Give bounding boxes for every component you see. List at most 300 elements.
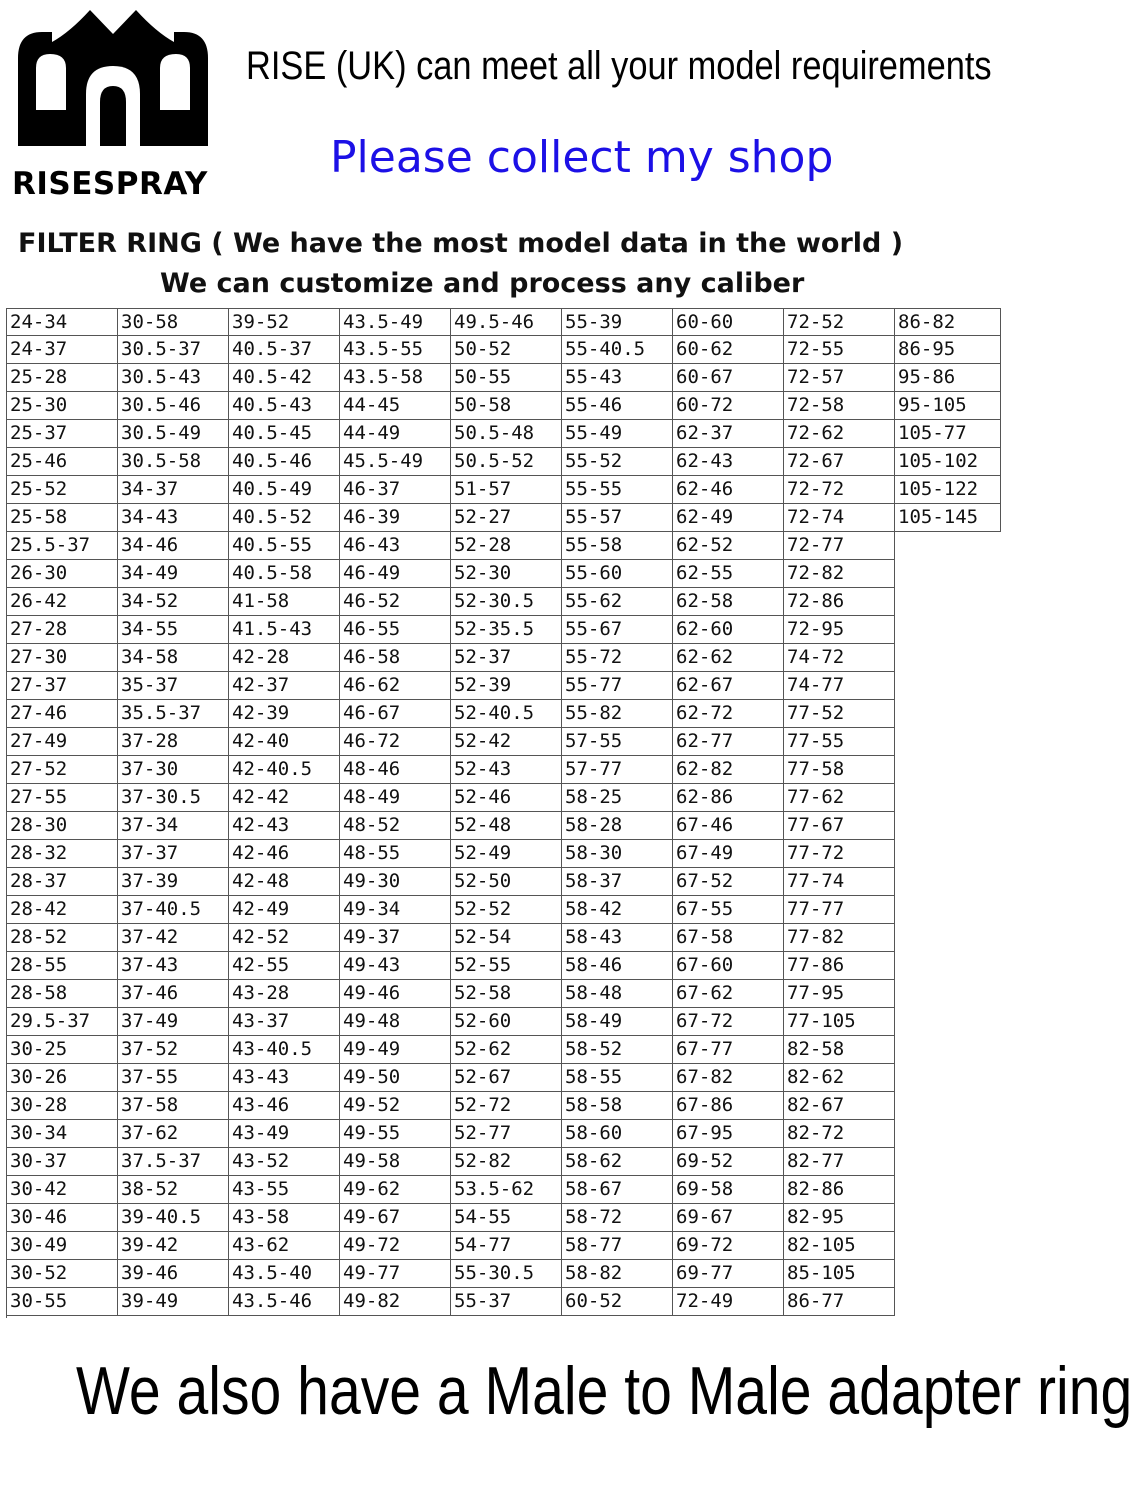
- table-cell: 55-72: [562, 644, 673, 672]
- table-cell: 72-57: [784, 364, 895, 392]
- table-cell: 52-54: [451, 924, 562, 952]
- table-cell: [895, 840, 1001, 868]
- table-cell: 72-74: [784, 504, 895, 532]
- table-cell: 77-105: [784, 1008, 895, 1036]
- table-cell: 43-62: [229, 1232, 340, 1260]
- table-cell: 67-82: [673, 1064, 784, 1092]
- table-cell: [895, 756, 1001, 784]
- table-cell: 55-67: [562, 616, 673, 644]
- table-cell: 25-37: [7, 420, 118, 448]
- table-cell: 34-58: [118, 644, 229, 672]
- table-cell: 52-82: [451, 1148, 562, 1176]
- table-cell: 43-55: [229, 1176, 340, 1204]
- table-cell: 27-49: [7, 728, 118, 756]
- table-cell: 30-49: [7, 1232, 118, 1260]
- brand-logo: [12, 6, 212, 206]
- table-cell: 49-58: [340, 1148, 451, 1176]
- table-cell: 72-86: [784, 588, 895, 616]
- table-cell: 25-30: [7, 392, 118, 420]
- section-title: FILTER RING ( We have the most model data in the world ): [18, 228, 904, 259]
- table-cell: 55-60: [562, 560, 673, 588]
- table-cell: 37-30: [118, 756, 229, 784]
- table-cell: 57-55: [562, 728, 673, 756]
- table-cell: 27-55: [7, 784, 118, 812]
- table-cell: 52-77: [451, 1120, 562, 1148]
- table-cell: 49-46: [340, 980, 451, 1008]
- table-cell: 60-52: [562, 1288, 673, 1316]
- table-cell: 42-28: [229, 644, 340, 672]
- table-cell: 50-52: [451, 336, 562, 364]
- table-cell: 27-52: [7, 756, 118, 784]
- table-cell: 67-52: [673, 868, 784, 896]
- table-cell: 77-86: [784, 952, 895, 980]
- table-cell: 77-55: [784, 728, 895, 756]
- table-cell: 82-86: [784, 1176, 895, 1204]
- table-cell: 40.5-45: [229, 420, 340, 448]
- table-cell: 38-52: [118, 1176, 229, 1204]
- table-cell: 49-30: [340, 868, 451, 896]
- table-cell: 29.5-37: [7, 1008, 118, 1036]
- risespray-logo-icon: [18, 6, 208, 146]
- table-cell: 85-105: [784, 1260, 895, 1288]
- table-cell: 58-58: [562, 1092, 673, 1120]
- table-cell: 30-37: [7, 1148, 118, 1176]
- table-cell: 52-52: [451, 896, 562, 924]
- table-cell: 60-67: [673, 364, 784, 392]
- table-cell: 43-46: [229, 1092, 340, 1120]
- table-cell: 46-55: [340, 616, 451, 644]
- table-cell: 41-58: [229, 588, 340, 616]
- table-cell: 44-49: [340, 420, 451, 448]
- table-cell: 52-67: [451, 1064, 562, 1092]
- footer-text: We also have a Male to Male adapter ring: [76, 1353, 1132, 1429]
- table-cell: 49-37: [340, 924, 451, 952]
- table-cell: 62-67: [673, 672, 784, 700]
- table-cell: 49-77: [340, 1260, 451, 1288]
- table-cell: 69-77: [673, 1260, 784, 1288]
- table-cell: 69-67: [673, 1204, 784, 1232]
- table-cell: 72-55: [784, 336, 895, 364]
- table-cell: 37-55: [118, 1064, 229, 1092]
- table-cell: 49-52: [340, 1092, 451, 1120]
- table-cell: 43.5-46: [229, 1288, 340, 1316]
- collect-shop-text: Please collect my shop: [330, 132, 834, 183]
- table-cell: 50.5-48: [451, 420, 562, 448]
- table-cell: [895, 532, 1001, 560]
- table-cell: 30.5-46: [118, 392, 229, 420]
- table-cell: 58-48: [562, 980, 673, 1008]
- table-cell: 30.5-43: [118, 364, 229, 392]
- table-cell: 52-40.5: [451, 700, 562, 728]
- table-cell: 28-52: [7, 924, 118, 952]
- table-cell: 37.5-37: [118, 1148, 229, 1176]
- table-cell: 30.5-58: [118, 448, 229, 476]
- table-cell: 28-58: [7, 980, 118, 1008]
- table-cell: [895, 1092, 1001, 1120]
- table-cell: 72-49: [673, 1288, 784, 1316]
- table-cell: 34-37: [118, 476, 229, 504]
- table-cell: 55-62: [562, 588, 673, 616]
- table-cell: 37-58: [118, 1092, 229, 1120]
- table-cell: 67-62: [673, 980, 784, 1008]
- table-cell: 72-58: [784, 392, 895, 420]
- table-cell: 30-28: [7, 1092, 118, 1120]
- table-cell: 40.5-58: [229, 560, 340, 588]
- table-cell: [895, 1148, 1001, 1176]
- table-cell: 62-49: [673, 504, 784, 532]
- table-cell: 67-49: [673, 840, 784, 868]
- table-cell: 72-77: [784, 532, 895, 560]
- table-cell: [895, 672, 1001, 700]
- table-cell: 86-95: [895, 336, 1001, 364]
- table-cell: 55-52: [562, 448, 673, 476]
- table-cell: 58-28: [562, 812, 673, 840]
- table-cell: 52-30.5: [451, 588, 562, 616]
- table-cell: 55-40.5: [562, 336, 673, 364]
- table-cell: 39-40.5: [118, 1204, 229, 1232]
- table-cell: 43.5-55: [340, 336, 451, 364]
- table-cell: 60-60: [673, 308, 784, 336]
- table-cell: 30-46: [7, 1204, 118, 1232]
- table-cell: 55-43: [562, 364, 673, 392]
- table-cell: 49-72: [340, 1232, 451, 1260]
- table-cell: [895, 868, 1001, 896]
- table-cell: 42-48: [229, 868, 340, 896]
- table-cell: 49-62: [340, 1176, 451, 1204]
- table-cell: 55-37: [451, 1288, 562, 1316]
- table-cell: 50-58: [451, 392, 562, 420]
- table-cell: 43-37: [229, 1008, 340, 1036]
- table-cell: 105-122: [895, 476, 1001, 504]
- table-cell: 27-30: [7, 644, 118, 672]
- table-cell: 42-52: [229, 924, 340, 952]
- table-cell: 30.5-49: [118, 420, 229, 448]
- table-cell: 55-49: [562, 420, 673, 448]
- table-cell: 50.5-52: [451, 448, 562, 476]
- table-cell: 24-34: [7, 308, 118, 336]
- table-cell: [895, 952, 1001, 980]
- table-cell: 95-86: [895, 364, 1001, 392]
- table-cell: 67-95: [673, 1120, 784, 1148]
- table-cell: 62-37: [673, 420, 784, 448]
- table-cell: 37-30.5: [118, 784, 229, 812]
- table-cell: [895, 1120, 1001, 1148]
- table-cell: 46-72: [340, 728, 451, 756]
- table-cell: 105-102: [895, 448, 1001, 476]
- table-cell: 46-43: [340, 532, 451, 560]
- table-cell: 40.5-37: [229, 336, 340, 364]
- table-cell: 72-62: [784, 420, 895, 448]
- table-cell: 43.5-49: [340, 308, 451, 336]
- table-cell: 49-48: [340, 1008, 451, 1036]
- table-cell: 105-145: [895, 504, 1001, 532]
- table-cell: 45.5-49: [340, 448, 451, 476]
- table-cell: 35-37: [118, 672, 229, 700]
- table-cell: 52-60: [451, 1008, 562, 1036]
- table-cell: 77-62: [784, 784, 895, 812]
- table-cell: [895, 1176, 1001, 1204]
- table-cell: 58-30: [562, 840, 673, 868]
- table-cell: 52-43: [451, 756, 562, 784]
- table-cell: 77-82: [784, 924, 895, 952]
- table-cell: 28-30: [7, 812, 118, 840]
- table-cell: 55-82: [562, 700, 673, 728]
- table-cell: 55-55: [562, 476, 673, 504]
- table-cell: 82-77: [784, 1148, 895, 1176]
- table-cell: 62-77: [673, 728, 784, 756]
- table-cell: 52-30: [451, 560, 562, 588]
- table-cell: [895, 588, 1001, 616]
- table-cell: 95-105: [895, 392, 1001, 420]
- table-cell: 43-40.5: [229, 1036, 340, 1064]
- table-cell: 74-77: [784, 672, 895, 700]
- table-cell: [895, 1260, 1001, 1288]
- table-cell: 40.5-52: [229, 504, 340, 532]
- table-cell: 34-55: [118, 616, 229, 644]
- table-cell: 72-72: [784, 476, 895, 504]
- table-cell: 42-55: [229, 952, 340, 980]
- table-cell: 48-52: [340, 812, 451, 840]
- table-cell: 49-34: [340, 896, 451, 924]
- table-cell: 46-39: [340, 504, 451, 532]
- table-cell: 62-86: [673, 784, 784, 812]
- table-cell: 58-67: [562, 1176, 673, 1204]
- table-cell: 58-43: [562, 924, 673, 952]
- table-cell: 77-72: [784, 840, 895, 868]
- table-cell: 42-39: [229, 700, 340, 728]
- table-cell: 28-37: [7, 868, 118, 896]
- table-cell: 58-52: [562, 1036, 673, 1064]
- table-cell: 57-77: [562, 756, 673, 784]
- table-cell: 46-49: [340, 560, 451, 588]
- table-cell: 46-52: [340, 588, 451, 616]
- table-cell: 43-52: [229, 1148, 340, 1176]
- table-cell: 30-26: [7, 1064, 118, 1092]
- table-cell: 37-37: [118, 840, 229, 868]
- table-cell: 52-49: [451, 840, 562, 868]
- table-cell: 43-28: [229, 980, 340, 1008]
- table-cell: 46-37: [340, 476, 451, 504]
- table-cell: 55-39: [562, 308, 673, 336]
- table-cell: 49-67: [340, 1204, 451, 1232]
- table-cell: 40.5-46: [229, 448, 340, 476]
- table-cell: 50-55: [451, 364, 562, 392]
- table-cell: 41.5-43: [229, 616, 340, 644]
- table-cell: 30-55: [7, 1288, 118, 1316]
- table-cell: 58-72: [562, 1204, 673, 1232]
- table-cell: 58-42: [562, 896, 673, 924]
- table-cell: 34-49: [118, 560, 229, 588]
- table-cell: [895, 700, 1001, 728]
- table-cell: 25-28: [7, 364, 118, 392]
- table-cell: 62-46: [673, 476, 784, 504]
- table-cell: 42-40.5: [229, 756, 340, 784]
- table-cell: 40.5-42: [229, 364, 340, 392]
- table-cell: [895, 924, 1001, 952]
- table-cell: [895, 644, 1001, 672]
- table-cell: 30-34: [7, 1120, 118, 1148]
- table-cell: 58-37: [562, 868, 673, 896]
- table-cell: 62-60: [673, 616, 784, 644]
- table-cell: 62-43: [673, 448, 784, 476]
- table-cell: 42-46: [229, 840, 340, 868]
- table-cell: 24-37: [7, 336, 118, 364]
- table-cell: 67-46: [673, 812, 784, 840]
- table-cell: 105-77: [895, 420, 1001, 448]
- table-cell: 58-77: [562, 1232, 673, 1260]
- table-cell: 51-57: [451, 476, 562, 504]
- table-cell: 25-52: [7, 476, 118, 504]
- table-cell: [895, 1204, 1001, 1232]
- table-cell: 43-58: [229, 1204, 340, 1232]
- table-cell: 58-49: [562, 1008, 673, 1036]
- table-cell: [895, 1036, 1001, 1064]
- table-cell: 43-43: [229, 1064, 340, 1092]
- table-cell: 49-50: [340, 1064, 451, 1092]
- table-cell: [895, 728, 1001, 756]
- table-cell: 27-37: [7, 672, 118, 700]
- table-cell: 82-95: [784, 1204, 895, 1232]
- table-cell: 37-34: [118, 812, 229, 840]
- table-cell: 52-62: [451, 1036, 562, 1064]
- table-cell: 34-43: [118, 504, 229, 532]
- table-cell: 37-62: [118, 1120, 229, 1148]
- table-cell: 60-62: [673, 336, 784, 364]
- table-cell: [895, 1232, 1001, 1260]
- table-cell: 37-28: [118, 728, 229, 756]
- table-cell: [895, 1008, 1001, 1036]
- table-cell: 69-52: [673, 1148, 784, 1176]
- brand-name: RISESPRAY: [12, 166, 208, 202]
- table-cell: 43.5-40: [229, 1260, 340, 1288]
- table-cell: 39-42: [118, 1232, 229, 1260]
- table-cell: 54-77: [451, 1232, 562, 1260]
- table-cell: 52-37: [451, 644, 562, 672]
- table-cell: 67-55: [673, 896, 784, 924]
- table-cell: 58-25: [562, 784, 673, 812]
- table-cell: [895, 980, 1001, 1008]
- table-cell: 58-55: [562, 1064, 673, 1092]
- table-cell: 37-43: [118, 952, 229, 980]
- table-cell: 34-52: [118, 588, 229, 616]
- table-cell: 77-52: [784, 700, 895, 728]
- table-cell: 48-46: [340, 756, 451, 784]
- table-cell: 67-72: [673, 1008, 784, 1036]
- table-cell: 25-58: [7, 504, 118, 532]
- table-cell: [895, 1064, 1001, 1092]
- table-cell: 52-58: [451, 980, 562, 1008]
- table-cell: 34-46: [118, 532, 229, 560]
- table-cell: 44-45: [340, 392, 451, 420]
- table-cell: 52-39: [451, 672, 562, 700]
- table-cell: 52-28: [451, 532, 562, 560]
- table-cell: 52-46: [451, 784, 562, 812]
- table-cell: 43-49: [229, 1120, 340, 1148]
- table-cell: [895, 616, 1001, 644]
- table-cell: 37-49: [118, 1008, 229, 1036]
- table-cell: 62-52: [673, 532, 784, 560]
- table-cell: 62-72: [673, 700, 784, 728]
- table-cell: 48-49: [340, 784, 451, 812]
- table-cell: 40.5-49: [229, 476, 340, 504]
- table-cell: 40.5-43: [229, 392, 340, 420]
- table-cell: 55-77: [562, 672, 673, 700]
- table-cell: 82-105: [784, 1232, 895, 1260]
- table-cell: 37-42: [118, 924, 229, 952]
- table-cell: 67-60: [673, 952, 784, 980]
- headline: RISE (UK) can meet all your model requirements: [246, 44, 992, 88]
- table-cell: 55-57: [562, 504, 673, 532]
- table-cell: 26-30: [7, 560, 118, 588]
- table-cell: 43.5-58: [340, 364, 451, 392]
- table-cell: 72-52: [784, 308, 895, 336]
- table-cell: 40.5-55: [229, 532, 340, 560]
- table-cell: 58-46: [562, 952, 673, 980]
- table-cell: 67-58: [673, 924, 784, 952]
- table-cell: 55-30.5: [451, 1260, 562, 1288]
- table-cell: 49-55: [340, 1120, 451, 1148]
- table-cell: 72-95: [784, 616, 895, 644]
- table-cell: 28-32: [7, 840, 118, 868]
- table-cell: 54-55: [451, 1204, 562, 1232]
- table-cell: 55-46: [562, 392, 673, 420]
- table-cell: 62-82: [673, 756, 784, 784]
- table-cell: 39-52: [229, 308, 340, 336]
- table-cell: 30-58: [118, 308, 229, 336]
- table-cell: 62-58: [673, 588, 784, 616]
- table-cell: 82-58: [784, 1036, 895, 1064]
- table-cell: 77-77: [784, 896, 895, 924]
- table-cell: 37-39: [118, 868, 229, 896]
- table-cell: 52-27: [451, 504, 562, 532]
- table-cell: 28-55: [7, 952, 118, 980]
- filter-ring-size-table: [6, 308, 1001, 1318]
- table-cell: 82-62: [784, 1064, 895, 1092]
- table-cell: 30-52: [7, 1260, 118, 1288]
- table-cell: 82-67: [784, 1092, 895, 1120]
- table-cell: 62-62: [673, 644, 784, 672]
- table-cell: 37-52: [118, 1036, 229, 1064]
- table-cell: 77-58: [784, 756, 895, 784]
- table-cell: 77-74: [784, 868, 895, 896]
- table-cell: [895, 812, 1001, 840]
- table-cell: 82-72: [784, 1120, 895, 1148]
- table-cell: 39-46: [118, 1260, 229, 1288]
- table-cell: 42-42: [229, 784, 340, 812]
- table-cell: 42-43: [229, 812, 340, 840]
- table-cell: 49.5-46: [451, 308, 562, 336]
- table-cell: [895, 896, 1001, 924]
- table-cell: 46-62: [340, 672, 451, 700]
- table-cell: 25.5-37: [7, 532, 118, 560]
- table-cell: 49-82: [340, 1288, 451, 1316]
- table-cell: 69-58: [673, 1176, 784, 1204]
- table-cell: 42-49: [229, 896, 340, 924]
- table-cell: [895, 560, 1001, 588]
- table-cell: 72-82: [784, 560, 895, 588]
- table-cell: [895, 1288, 1001, 1316]
- table-cell: 35.5-37: [118, 700, 229, 728]
- table-cell: 42-40: [229, 728, 340, 756]
- table-cell: 62-55: [673, 560, 784, 588]
- table-cell: 37-40.5: [118, 896, 229, 924]
- table-cell: 58-82: [562, 1260, 673, 1288]
- table-cell: 52-48: [451, 812, 562, 840]
- table-cell: 69-72: [673, 1232, 784, 1260]
- table-cell: 46-67: [340, 700, 451, 728]
- table-cell: 58-60: [562, 1120, 673, 1148]
- table-cell: 52-50: [451, 868, 562, 896]
